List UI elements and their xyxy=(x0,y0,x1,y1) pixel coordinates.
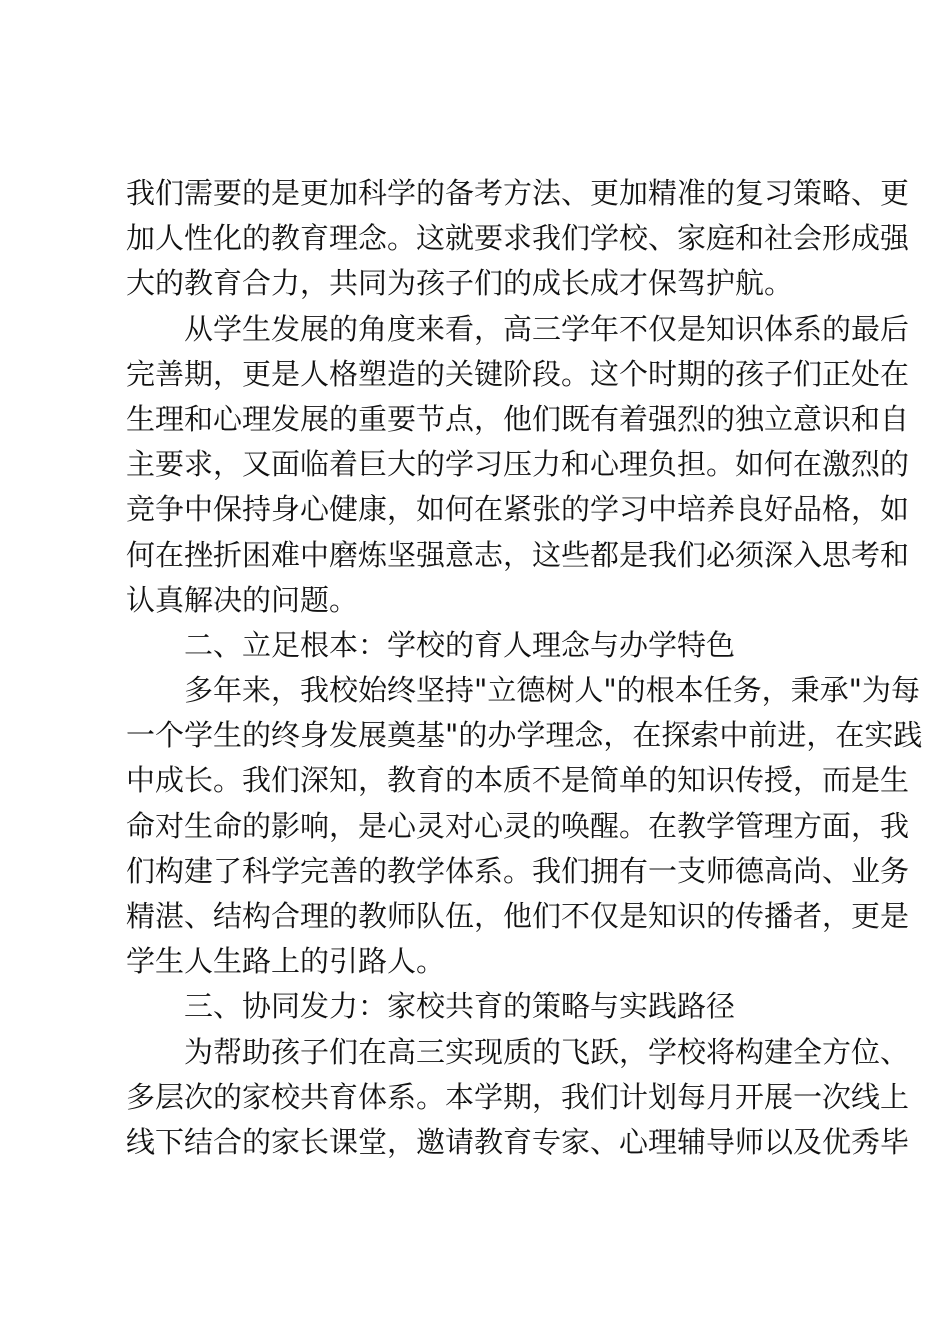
text-line: 们构建了科学完善的教学体系。我们拥有一支师德高尚、业务 xyxy=(126,853,910,888)
text-line: 线下结合的家长课堂，邀请教育专家、心理辅导师以及优秀毕 xyxy=(126,1124,910,1159)
text-line: 学生人生路上的引路人。 xyxy=(126,944,446,979)
text-line: 大的教育合力，共同为孩子们的成长成才保驾护航。 xyxy=(126,266,794,301)
text-line: 中成长。我们深知，教育的本质不是简单的知识传授，而是生 xyxy=(126,763,910,798)
text-line: 主要求，又面临着巨大的学习压力和心理负担。如何在激烈的 xyxy=(126,447,910,482)
text-line: 何在挫折困难中磨炼坚强意志，这些都是我们必须深入思考和 xyxy=(126,537,910,572)
text-line: 命对生命的影响，是心灵对心灵的唤醒。在教学管理方面，我 xyxy=(126,808,910,843)
text-line: 认真解决的问题。 xyxy=(126,582,359,617)
text-line: 我们需要的是更加科学的备考方法、更加精准的复习策略、更 xyxy=(126,176,910,210)
text-line: 生理和心理发展的重要节点，他们既有着强烈的独立意识和自 xyxy=(126,401,910,436)
text-line: 精湛、结构合理的教师队伍，他们不仅是知识的传播者，更是 xyxy=(126,899,910,933)
text-line: 多层次的家校共育体系。本学期，我们计划每月开展一次线上 xyxy=(126,1079,910,1114)
document-body xyxy=(126,171,923,1165)
text-line: 加人性化的教育理念。这就要求我们学校、家庭和社会形成强 xyxy=(126,221,910,256)
text-line: 一个学生的终身发展奠基"的办学理念，在探索中前进，在实践 xyxy=(126,718,923,753)
paragraph-start-line: 为帮助孩子们在高三实现质的飞跃，学校将构建全方位、 xyxy=(126,1034,910,1069)
section-heading-3: 三、协同发力：家校共育的策略与实践路径 xyxy=(126,989,736,1024)
paragraph-start-line: 从学生发展的角度来看，高三学年不仅是知识体系的最后 xyxy=(126,311,910,346)
paragraph-start-line: 多年来，我校始终坚持"立德树人"的根本任务，秉承"为每 xyxy=(126,673,921,708)
text-line: 完善期，更是人格塑造的关键阶段。这个时期的孩子们正处在 xyxy=(126,356,910,391)
text-line: 竞争中保持身心健康，如何在紧张的学习中培养良好品格，如 xyxy=(126,492,910,527)
section-heading-2: 二、立足根本：学校的育人理念与办学特色 xyxy=(126,627,736,662)
